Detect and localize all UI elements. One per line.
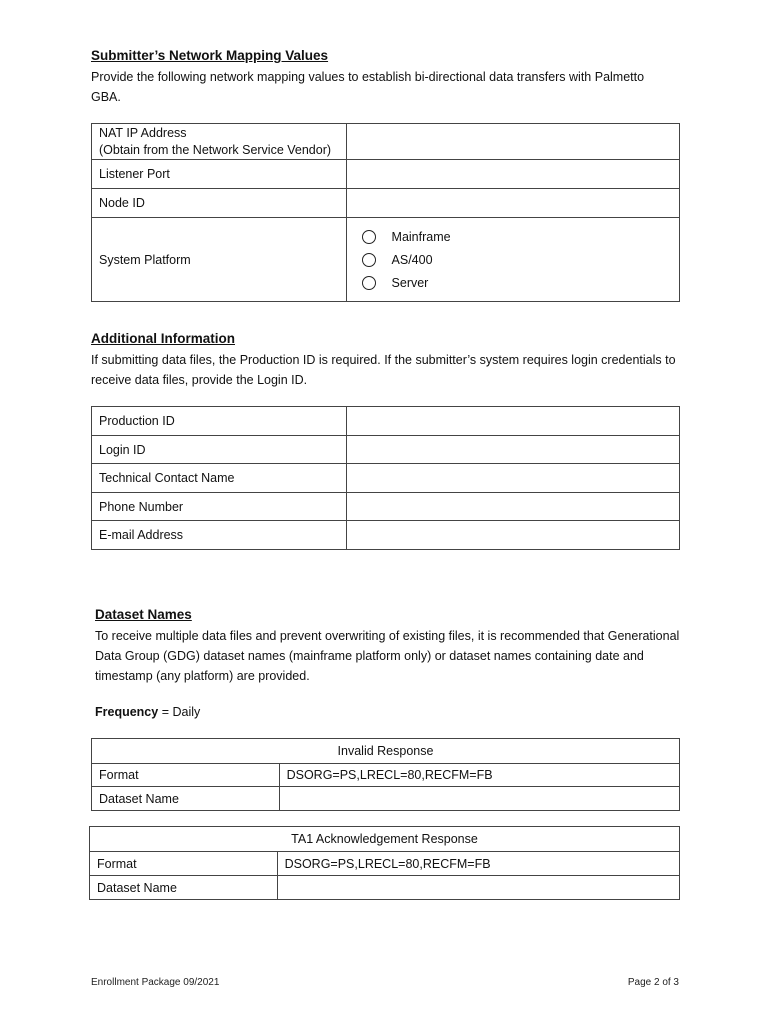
- radio-as400-label: AS/400: [391, 252, 433, 267]
- system-platform-label: System Platform: [92, 218, 347, 302]
- ta1-format-value: DSORG=PS,LRECL=80,RECFM=FB: [277, 852, 679, 876]
- email-address-input[interactable]: [346, 521, 679, 550]
- system-platform-options: [346, 218, 679, 302]
- frequency-label: Frequency: [95, 705, 159, 719]
- invalid-dataset-label: Dataset Name: [92, 787, 280, 811]
- radio-mainframe-label: Mainframe: [391, 229, 451, 244]
- nat-ip-hint: (Obtain from the Network Service Vendor): [99, 142, 332, 157]
- invalid-dataset-input[interactable]: [279, 787, 679, 811]
- ta1-format-label: Format: [90, 852, 278, 876]
- additional-description: If submitting data files, the Production ID is required. If the submitter’s system requires login credentials to receive data files, provide the Login ID.: [91, 353, 676, 387]
- login-id-label: Login ID: [92, 436, 347, 464]
- radio-server[interactable]: [362, 271, 672, 294]
- ta1-response-title: TA1 Acknowledgement Response: [90, 827, 680, 852]
- ta1-response-table: [89, 826, 680, 900]
- email-address-label: E-mail Address: [92, 521, 347, 550]
- dataset-heading: Dataset Names: [95, 607, 192, 622]
- nat-ip-label-cell: [92, 124, 347, 160]
- technical-contact-input[interactable]: [346, 464, 679, 493]
- ta1-dataset-label: Dataset Name: [90, 876, 278, 900]
- invalid-format-value: DSORG=PS,LRECL=80,RECFM=FB: [279, 764, 679, 787]
- network-heading: Submitter’s Network Mapping Values: [91, 48, 329, 63]
- radio-circle-icon[interactable]: [362, 230, 376, 244]
- dataset-description: To receive multiple data files and prevent overwriting of existing files, it is recommended that Generational Data Group (GDG) dataset names (mainframe platform only) or dataset names containing date and timestamp (any platform) are provided.: [95, 629, 680, 683]
- production-id-label: Production ID: [92, 407, 347, 436]
- radio-server-label: Server: [391, 275, 429, 290]
- additional-table: [91, 406, 680, 550]
- nat-ip-input[interactable]: [346, 124, 679, 160]
- additional-heading: Additional Information: [91, 331, 235, 346]
- phone-number-label: Phone Number: [92, 493, 347, 521]
- radio-circle-icon[interactable]: [362, 253, 376, 267]
- nat-ip-label: NAT IP Address: [99, 125, 187, 140]
- invalid-response-title: Invalid Response: [92, 739, 680, 764]
- frequency-value: = Daily: [158, 705, 201, 719]
- invalid-response-table: [91, 738, 680, 811]
- production-id-input[interactable]: [346, 407, 679, 436]
- listener-port-label: Listener Port: [92, 160, 347, 189]
- radio-circle-icon[interactable]: [362, 276, 376, 290]
- network-table: [91, 123, 680, 302]
- radio-mainframe[interactable]: [362, 225, 672, 248]
- network-description: Provide the following network mapping values to establish bi-directional data transfers with Palmetto GBA.: [91, 70, 645, 104]
- frequency-line: [95, 702, 200, 722]
- phone-number-input[interactable]: [346, 493, 679, 521]
- footer-page-number: Page 2 of 3: [627, 977, 679, 988]
- radio-as400[interactable]: [362, 248, 672, 271]
- technical-contact-label: Technical Contact Name: [92, 464, 347, 493]
- node-id-label: Node ID: [92, 189, 347, 218]
- node-id-input[interactable]: [346, 189, 679, 218]
- login-id-input[interactable]: [346, 436, 679, 464]
- invalid-format-label: Format: [92, 764, 280, 787]
- footer-left: Enrollment Package 09/2021: [91, 977, 220, 988]
- listener-port-input[interactable]: [346, 160, 679, 189]
- ta1-dataset-input[interactable]: [277, 876, 679, 900]
